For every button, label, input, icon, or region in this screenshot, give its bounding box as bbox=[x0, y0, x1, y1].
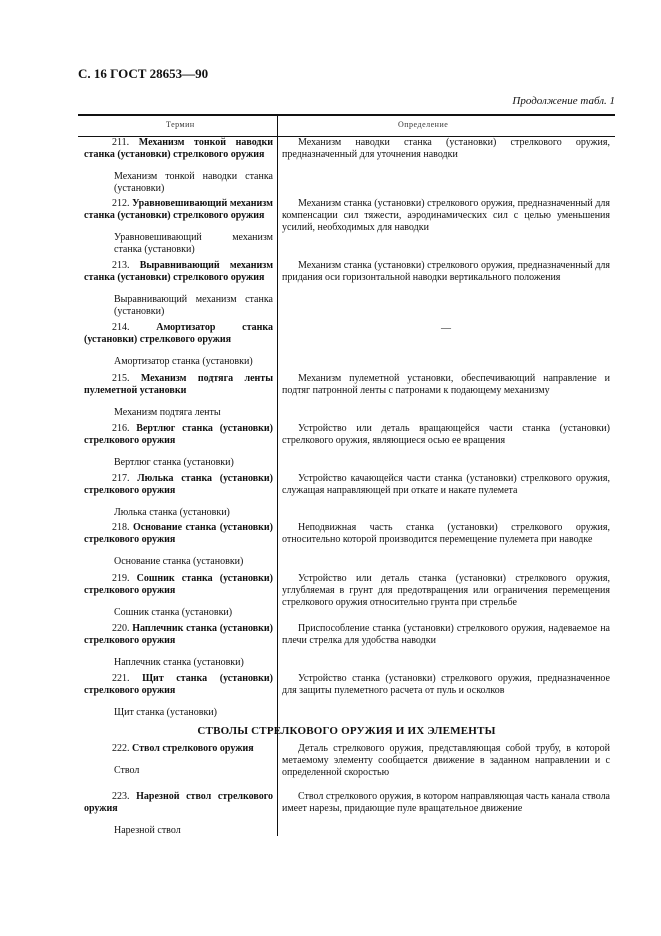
term-title: Механизм подтяга ленты пулеметной установки bbox=[84, 373, 273, 396]
table-column-headers bbox=[78, 114, 615, 137]
definition-cell: Деталь стрелкового оружия, представляющая собой трубу, в которой метаемому элементу сообщается движение в заданном направлении и с определенной скоростью bbox=[282, 743, 610, 778]
page-header: С. 16 ГОСТ 28653—90 bbox=[78, 66, 209, 81]
term-number: 223. bbox=[112, 791, 130, 802]
term-title: Нарезной ствол стрелкового оружия bbox=[84, 791, 273, 814]
term-cell bbox=[84, 673, 273, 719]
term-cell bbox=[84, 573, 273, 619]
term-title: Щит станка (установки) стрелкового оружия bbox=[84, 673, 273, 696]
term-number: 222. bbox=[112, 743, 130, 754]
term-cell bbox=[84, 198, 273, 256]
term-number: 214. bbox=[112, 322, 130, 333]
definition-cell: Механизм станка (установки) стрелкового оружия, предназначенный для придания оси горизонтальной наводки вертикального положения bbox=[282, 260, 610, 283]
term-number: 215. bbox=[112, 373, 130, 384]
section-heading: СТВОЛЫ СТРЕЛКОВОГО ОРУЖИЯ И ИХ ЭЛЕМЕНТЫ bbox=[197, 725, 496, 737]
term-synonym: Механизм подтяга ленты bbox=[114, 407, 221, 418]
definition-cell: Приспособление станка (установки) стрелкового оружия, надеваемое на плечи стрелка для удобства наводки bbox=[282, 623, 610, 646]
term-cell bbox=[84, 522, 273, 568]
definition-cell: Механизм пулеметной установки, обеспечивающий направление и подтяг патронной ленты с патронами к подающему механизму bbox=[282, 373, 610, 396]
term-cell bbox=[84, 322, 273, 368]
term-cell bbox=[84, 473, 273, 519]
column-header-definition: Определение bbox=[398, 120, 449, 129]
definition-cell: Устройство качающейся части станка (установки) стрелкового оружия, служащая направляющей при откате и накате пулемета bbox=[282, 473, 610, 496]
term-number: 219. bbox=[112, 573, 130, 584]
term-title: Ствол стрелкового оружия bbox=[132, 743, 254, 754]
term-synonym: Нарезной ствол bbox=[114, 825, 181, 836]
term-number: 221. bbox=[112, 673, 130, 684]
term-cell bbox=[84, 791, 273, 837]
term-synonym: Механизм тонкой наводки станка (установки) bbox=[114, 171, 273, 194]
column-header-term: Термин bbox=[166, 120, 195, 129]
table-continuation-label: Продолжение табл. 1 bbox=[512, 95, 615, 107]
term-synonym: Вертлюг станка (установки) bbox=[114, 457, 234, 468]
term-number: 212. bbox=[112, 198, 130, 209]
term-cell bbox=[84, 743, 273, 777]
term-title: Сошник станка (установки) стрелкового оружия bbox=[84, 573, 274, 596]
definition-cell: Механизм наводки станка (установки) стрелкового оружия, предназначенный для уточнения наводки bbox=[282, 137, 610, 160]
term-synonym: Наплечник станка (установки) bbox=[114, 657, 244, 668]
term-number: 217. bbox=[112, 473, 130, 484]
term-title: Выравнивающий механизм станка (установки) стрелкового оружия bbox=[84, 260, 273, 283]
term-title: Механизм тонкой наводки станка (установки) стрелкового оружия bbox=[84, 137, 273, 160]
term-number: 211. bbox=[112, 137, 130, 148]
definition-cell: Ствол стрелкового оружия, в котором направляющая часть канала ствола имеет нарезы, придающие пуле вращательное движение bbox=[282, 791, 610, 814]
term-title: Вертлюг станка (установки) стрелкового оружия bbox=[84, 423, 273, 446]
term-number: 216. bbox=[112, 423, 130, 434]
term-cell bbox=[84, 373, 273, 419]
term-cell bbox=[84, 137, 273, 195]
term-synonym: Щит станка (установки) bbox=[114, 707, 217, 718]
definition-cell: Неподвижная часть станка (установки) стрелкового оружия, относительно которой производится перемещение пулемета при наводке bbox=[282, 522, 610, 545]
term-title: Люлька станка (установки) стрелкового оружия bbox=[84, 473, 274, 496]
definition-cell: Устройство станка (установки) стрелкового оружия, предназначенное для защиты пулеметного расчета от пуль и осколков bbox=[282, 673, 610, 696]
term-cell bbox=[84, 623, 273, 669]
definition-cell: Устройство или деталь станка (установки) стрелкового оружия, углубляемая в грунт для предотвращения или ограничения перемещения стрелкового оружия относительно грунта при стрельбе bbox=[282, 573, 610, 608]
definition-cell: Механизм станка (установки) стрелкового оружия, предназначенный для компенсации сил тяжести, аэродинамических сил с целью уменьшения усилий, необходимых для наводки bbox=[282, 198, 610, 233]
term-title: Основание станка (установки) стрелкового оружия bbox=[84, 522, 274, 545]
term-synonym: Ствол bbox=[114, 765, 140, 776]
term-title: Амортизатор станка (установки) стрелкового оружия bbox=[84, 322, 274, 345]
term-cell bbox=[84, 260, 273, 318]
term-synonym: Уравновешивающий механизм станка (установки) bbox=[114, 232, 273, 255]
definition-cell: Устройство или деталь вращающейся части станка (установки) стрелкового оружия, являющиеся осью ее вращения bbox=[282, 423, 610, 446]
term-synonym: Сошник станка (установки) bbox=[114, 607, 233, 618]
term-title: Наплечник станка (установки) стрелкового оружия bbox=[84, 623, 273, 646]
term-synonym: Основание станка (установки) bbox=[114, 556, 244, 567]
term-synonym: Амортизатор станка (установки) bbox=[114, 356, 253, 367]
term-cell bbox=[84, 423, 273, 469]
term-synonym: Выравнивающий механизм станка (установки) bbox=[114, 294, 273, 317]
term-synonym: Люлька станка (установки) bbox=[114, 507, 230, 518]
term-title: Уравновешивающий механизм станка (установки) стрелкового оружия bbox=[84, 198, 273, 221]
term-number: 213. bbox=[112, 260, 130, 271]
definition-cell: — bbox=[441, 323, 451, 334]
term-number: 218. bbox=[112, 522, 130, 533]
term-number: 220. bbox=[112, 623, 130, 634]
